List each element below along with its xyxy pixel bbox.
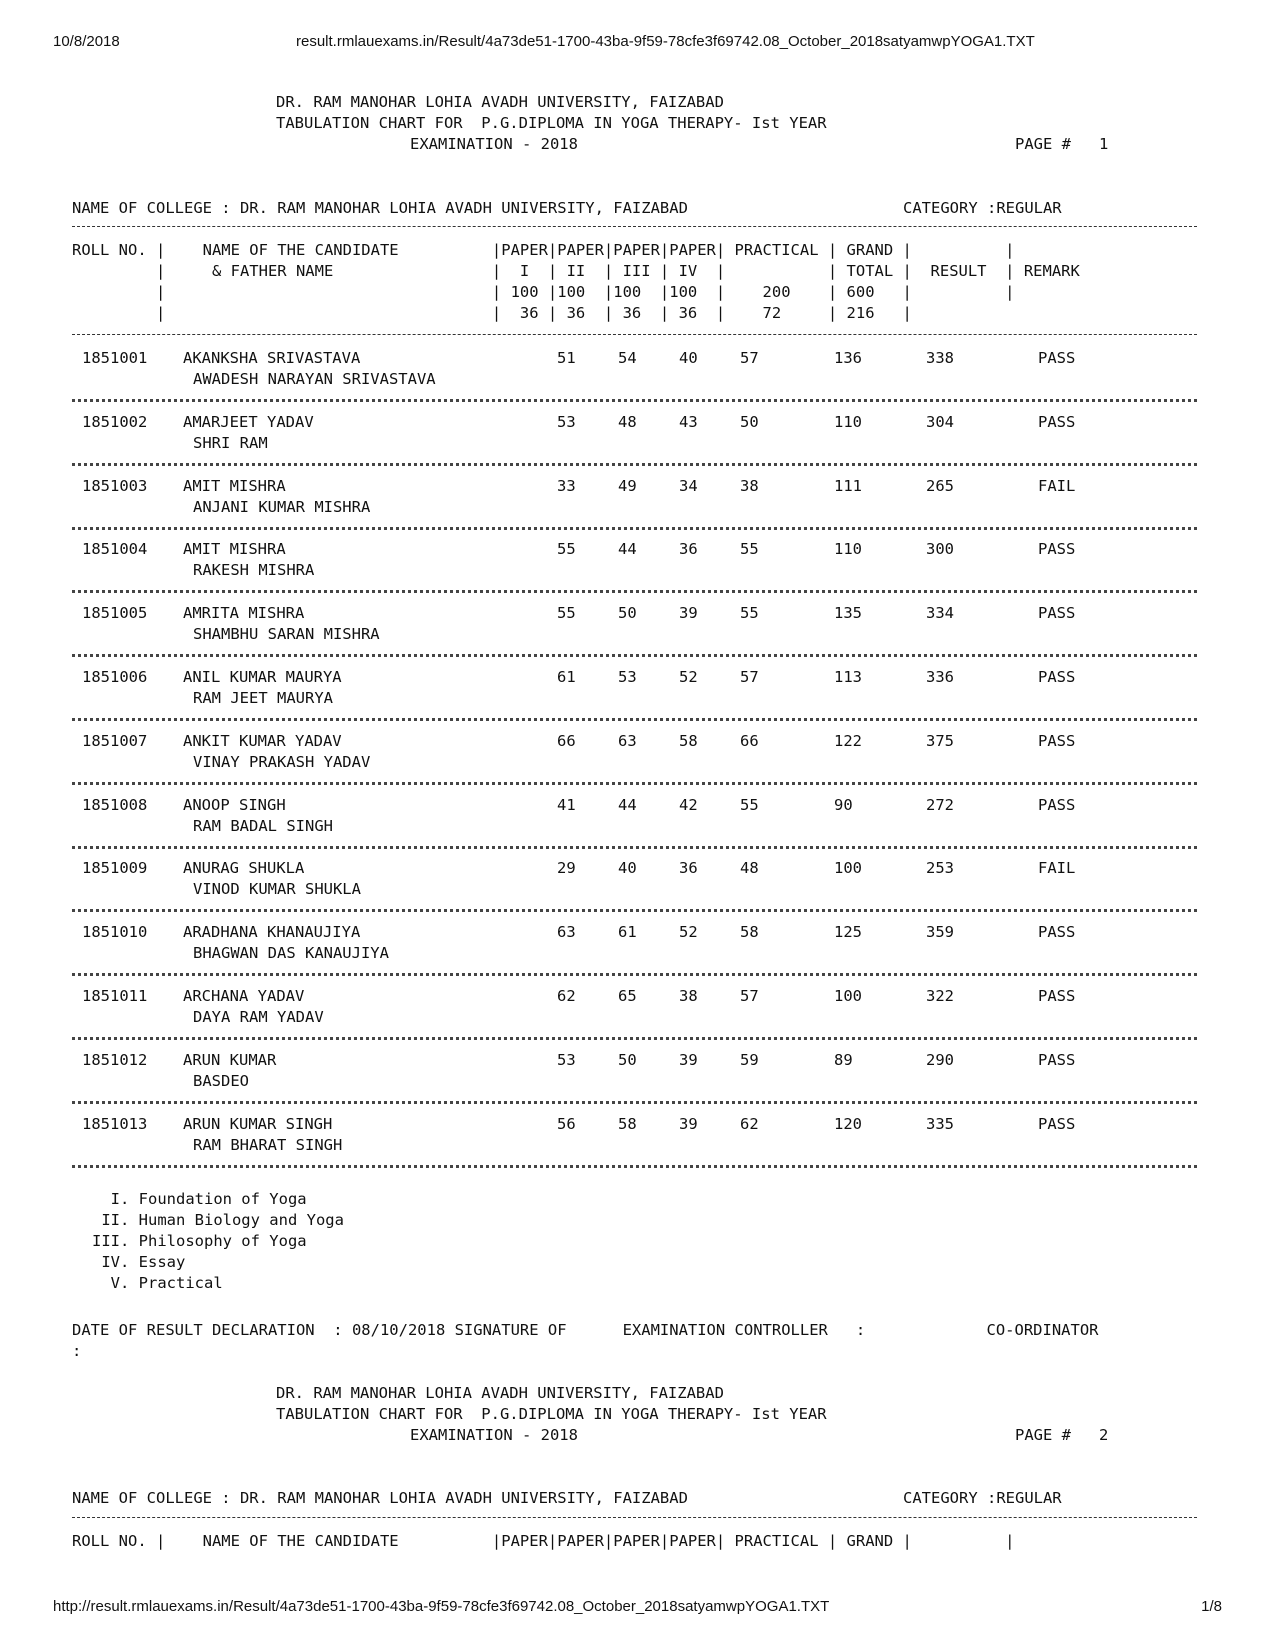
- father-name: RAKESH MISHRA: [193, 561, 315, 580]
- candidate-name: ARCHANA YADAV: [183, 987, 305, 1005]
- header-rule-bottom: [72, 334, 1197, 335]
- father-name: SHAMBHU SARAN MISHRA: [193, 625, 380, 644]
- paper-1-marks: 29: [557, 859, 576, 878]
- row-separator: [72, 399, 1197, 402]
- candidate-name: AKANKSHA SRIVASTAVA: [183, 349, 361, 367]
- candidate-name: ARADHANA KHANAUJIYA: [183, 923, 361, 942]
- grand-total: 375: [926, 731, 954, 750]
- roll-no: 1851011: [82, 987, 148, 1005]
- paper-4-marks: 55: [740, 540, 759, 559]
- paper-4-marks: 62: [740, 1114, 759, 1133]
- grand-total: 336: [926, 668, 954, 686]
- legend-item: V. Practical: [92, 1274, 223, 1292]
- practical-marks: 100: [834, 859, 862, 878]
- candidate-name: AMRITA MISHRA: [183, 604, 305, 623]
- grand-total: 253: [926, 859, 954, 878]
- paper-3-marks: 43: [679, 412, 698, 431]
- header-rule-top: [72, 226, 1197, 227]
- grand-total: 300: [926, 540, 954, 559]
- table-header-page2: ROLL NO. | NAME OF THE CANDIDATE |PAPER|PAPER|PAPER|PAPER| PRACTICAL | GRAND | |: [72, 1532, 1015, 1550]
- practical-marks: 110: [834, 540, 862, 559]
- paper-1-marks: 61: [557, 668, 576, 686]
- roll-no: 1851003: [82, 476, 148, 495]
- result-status: PASS: [1038, 540, 1076, 559]
- grand-total: 335: [926, 1114, 954, 1133]
- result-status: PASS: [1038, 668, 1076, 686]
- row-separator: [72, 463, 1197, 466]
- row-separator: [72, 718, 1197, 721]
- category-page2: CATEGORY :REGULAR: [903, 1489, 1062, 1507]
- roll-no: 1851005: [82, 604, 148, 623]
- paper-1-marks: 33: [557, 476, 576, 495]
- roll-no: 1851013: [82, 1114, 148, 1133]
- exam-title: EXAMINATION - 2018: [410, 135, 578, 153]
- legend-item: III. Philosophy of Yoga: [92, 1232, 307, 1250]
- result-status: PASS: [1038, 349, 1076, 367]
- candidate-name: ANIL KUMAR MAURYA: [183, 668, 342, 686]
- paper-3-marks: 52: [679, 668, 698, 686]
- practical-marks: 136: [834, 349, 862, 367]
- practical-marks: 113: [834, 668, 862, 686]
- paper-1-marks: 63: [557, 923, 576, 942]
- paper-4-marks: 57: [740, 349, 759, 367]
- paper-2-marks: 48: [618, 412, 637, 431]
- table-header-line-3: | | 100 |100 |100 |100 | 200 | 600 | |: [72, 283, 1015, 301]
- roll-no: 1851006: [82, 668, 148, 686]
- paper-2-marks: 40: [618, 859, 637, 878]
- grand-total: 272: [926, 795, 954, 814]
- paper-4-marks: 57: [740, 668, 759, 686]
- print-page-count: 1/8: [1201, 1598, 1222, 1615]
- grand-total: 265: [926, 476, 954, 495]
- paper-1-marks: 53: [557, 412, 576, 431]
- grand-total: 290: [926, 1050, 954, 1069]
- college-name: NAME OF COLLEGE : DR. RAM MANOHAR LOHIA AVADH UNIVERSITY, FAIZABAD: [72, 199, 688, 217]
- header-rule-page2: [72, 1517, 1197, 1518]
- practical-marks: 110: [834, 412, 862, 431]
- print-url-footer: http://result.rmlauexams.in/Result/4a73de51-1700-43ba-9f59-78cfe3f69742.08_October_2018satyamwpYOGA1.TXT: [53, 1598, 830, 1615]
- candidate-name: ANURAG SHUKLA: [183, 859, 305, 878]
- paper-1-marks: 62: [557, 987, 576, 1005]
- practical-marks: 120: [834, 1114, 862, 1133]
- roll-no: 1851002: [82, 412, 148, 431]
- father-name: BASDEO: [193, 1071, 249, 1090]
- result-status: PASS: [1038, 923, 1076, 942]
- roll-no: 1851010: [82, 923, 148, 942]
- paper-4-marks: 55: [740, 604, 759, 623]
- result-status: PASS: [1038, 731, 1076, 750]
- paper-3-marks: 42: [679, 795, 698, 814]
- declaration-colon: :: [72, 1342, 82, 1360]
- legend-item: II. Human Biology and Yoga: [92, 1211, 344, 1229]
- paper-3-marks: 39: [679, 1050, 698, 1069]
- chart-title: TABULATION CHART FOR P.G.DIPLOMA IN YOGA THERAPY- Ist YEAR: [276, 114, 827, 132]
- result-status: PASS: [1038, 1050, 1076, 1069]
- paper-2-marks: 63: [618, 731, 637, 750]
- practical-marks: 90: [834, 795, 853, 814]
- practical-marks: 122: [834, 731, 862, 750]
- practical-marks: 125: [834, 923, 862, 942]
- table-header-line-4: | | 36 | 36 | 36 | 36 | 72 | 216 |: [72, 304, 912, 322]
- father-name: RAM BADAL SINGH: [193, 816, 333, 835]
- paper-4-marks: 59: [740, 1050, 759, 1069]
- paper-2-marks: 58: [618, 1114, 637, 1133]
- father-name: BHAGWAN DAS KANAUJIYA: [193, 944, 389, 963]
- candidate-name: AMIT MISHRA: [183, 540, 286, 559]
- print-date: 10/8/2018: [53, 33, 120, 50]
- practical-marks: 100: [834, 987, 862, 1005]
- category: CATEGORY :REGULAR: [903, 199, 1062, 217]
- father-name: DAYA RAM YADAV: [193, 1008, 324, 1026]
- legend-item: IV. Essay: [92, 1253, 186, 1271]
- result-status: FAIL: [1038, 476, 1076, 495]
- practical-marks: 111: [834, 476, 862, 495]
- paper-3-marks: 39: [679, 604, 698, 623]
- row-separator: [72, 909, 1197, 912]
- roll-no: 1851007: [82, 731, 148, 750]
- page-number: PAGE # 1: [1015, 135, 1109, 153]
- result-status: PASS: [1038, 412, 1076, 431]
- result-status: PASS: [1038, 795, 1076, 814]
- exam-title-page2: EXAMINATION - 2018: [410, 1426, 578, 1444]
- paper-3-marks: 52: [679, 923, 698, 942]
- father-name: RAM JEET MAURYA: [193, 689, 333, 707]
- grand-total: 334: [926, 604, 954, 623]
- paper-1-marks: 66: [557, 731, 576, 750]
- row-separator: [72, 782, 1197, 785]
- paper-2-marks: 65: [618, 987, 637, 1005]
- row-separator: [72, 527, 1197, 530]
- paper-3-marks: 36: [679, 859, 698, 878]
- paper-2-marks: 54: [618, 349, 637, 367]
- result-status: PASS: [1038, 987, 1076, 1005]
- paper-2-marks: 50: [618, 604, 637, 623]
- paper-4-marks: 50: [740, 412, 759, 431]
- result-status: FAIL: [1038, 859, 1076, 878]
- paper-1-marks: 51: [557, 349, 576, 367]
- paper-1-marks: 55: [557, 604, 576, 623]
- grand-total: 304: [926, 412, 954, 431]
- paper-1-marks: 41: [557, 795, 576, 814]
- candidate-name: AMARJEET YADAV: [183, 412, 314, 431]
- paper-3-marks: 58: [679, 731, 698, 750]
- paper-2-marks: 44: [618, 795, 637, 814]
- roll-no: 1851008: [82, 795, 148, 814]
- paper-2-marks: 61: [618, 923, 637, 942]
- paper-4-marks: 55: [740, 795, 759, 814]
- row-separator: [72, 846, 1197, 849]
- paper-2-marks: 53: [618, 668, 637, 686]
- father-name: RAM BHARAT SINGH: [193, 1135, 343, 1154]
- paper-3-marks: 40: [679, 349, 698, 367]
- table-header-line-1: ROLL NO. | NAME OF THE CANDIDATE |PAPER|PAPER|PAPER|PAPER| PRACTICAL | GRAND | |: [72, 241, 1015, 259]
- row-separator: [72, 590, 1197, 593]
- paper-3-marks: 34: [679, 476, 698, 495]
- roll-no: 1851009: [82, 859, 148, 878]
- paper-4-marks: 58: [740, 923, 759, 942]
- paper-2-marks: 50: [618, 1050, 637, 1069]
- father-name: VINAY PRAKASH YADAV: [193, 752, 371, 771]
- paper-4-marks: 57: [740, 987, 759, 1005]
- paper-4-marks: 38: [740, 476, 759, 495]
- grand-total: 359: [926, 923, 954, 942]
- father-name: ANJANI KUMAR MISHRA: [193, 497, 371, 516]
- row-separator: [72, 973, 1197, 976]
- candidate-name: AMIT MISHRA: [183, 476, 286, 495]
- paper-1-marks: 56: [557, 1114, 576, 1133]
- practical-marks: 89: [834, 1050, 853, 1069]
- paper-4-marks: 66: [740, 731, 759, 750]
- row-separator: [72, 1165, 1197, 1168]
- row-separator: [72, 654, 1197, 657]
- candidate-name: ANOOP SINGH: [183, 795, 286, 814]
- university-title-page2: DR. RAM MANOHAR LOHIA AVADH UNIVERSITY, FAIZABAD: [276, 1384, 724, 1402]
- grand-total: 322: [926, 987, 954, 1005]
- father-name: VINOD KUMAR SHUKLA: [193, 880, 361, 899]
- row-separator: [72, 1037, 1197, 1040]
- paper-1-marks: 53: [557, 1050, 576, 1069]
- paper-2-marks: 49: [618, 476, 637, 495]
- paper-3-marks: 36: [679, 540, 698, 559]
- page-number-page2: PAGE # 2: [1015, 1426, 1109, 1444]
- paper-3-marks: 39: [679, 1114, 698, 1133]
- college-name-page2: NAME OF COLLEGE : DR. RAM MANOHAR LOHIA AVADH UNIVERSITY, FAIZABAD: [72, 1489, 688, 1507]
- candidate-name: ARUN KUMAR: [183, 1050, 277, 1069]
- grand-total: 338: [926, 349, 954, 367]
- print-url-header: result.rmlauexams.in/Result/4a73de51-1700-43ba-9f59-78cfe3f69742.08_October_2018satyamwpYOGA1.TXT: [296, 33, 1035, 50]
- result-declaration: DATE OF RESULT DECLARATION : 08/10/2018 SIGNATURE OF EXAMINATION CONTROLLER : CO-ORDINATOR: [72, 1321, 1099, 1339]
- father-name: SHRI RAM: [193, 433, 268, 452]
- roll-no: 1851001: [82, 349, 148, 367]
- paper-2-marks: 44: [618, 540, 637, 559]
- father-name: AWADESH NARAYAN SRIVASTAVA: [193, 370, 436, 388]
- row-separator: [72, 1101, 1197, 1104]
- result-status: PASS: [1038, 1114, 1076, 1133]
- roll-no: 1851004: [82, 540, 148, 559]
- candidate-name: ARUN KUMAR SINGH: [183, 1114, 333, 1133]
- table-header-line-2: | & FATHER NAME | I | II | III | IV | | TOTAL | RESULT | REMARK: [72, 262, 1080, 280]
- paper-4-marks: 48: [740, 859, 759, 878]
- candidate-name: ANKIT KUMAR YADAV: [183, 731, 342, 750]
- roll-no: 1851012: [82, 1050, 148, 1069]
- university-title: DR. RAM MANOHAR LOHIA AVADH UNIVERSITY, FAIZABAD: [276, 93, 724, 111]
- paper-3-marks: 38: [679, 987, 698, 1005]
- result-status: PASS: [1038, 604, 1076, 623]
- legend-item: I. Foundation of Yoga: [92, 1190, 307, 1208]
- practical-marks: 135: [834, 604, 862, 623]
- paper-1-marks: 55: [557, 540, 576, 559]
- chart-title-page2: TABULATION CHART FOR P.G.DIPLOMA IN YOGA THERAPY- Ist YEAR: [276, 1405, 827, 1423]
